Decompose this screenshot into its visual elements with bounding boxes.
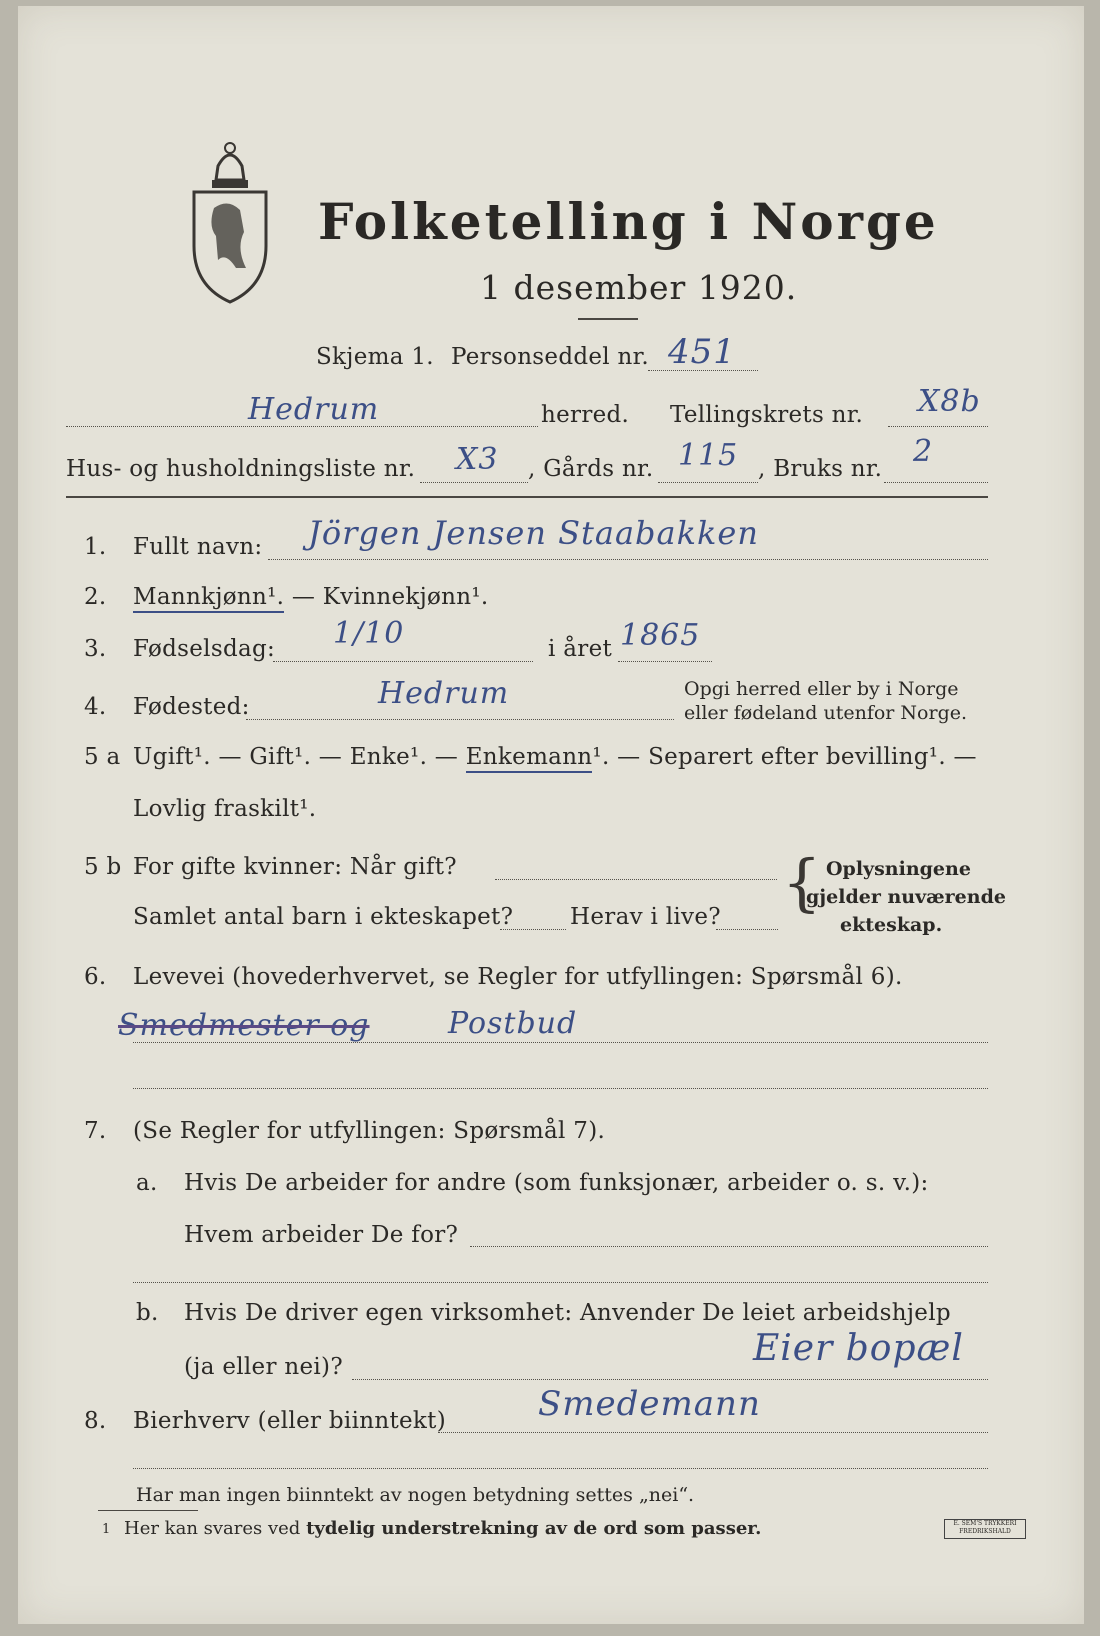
q3-number: 3. [84,636,107,662]
hus-line [420,482,528,483]
q4-note-line2: eller fødeland utenfor Norge. [684,702,968,724]
q7b-text: Hvis De driver egen virksomhet: Anvender De leiet arbeidshjelp [184,1300,951,1326]
footnote-text-start: Her kan svares ved [124,1518,307,1539]
q7a-line2 [133,1282,988,1283]
q8-label: Bierhverv (eller biinntekt) [133,1408,446,1434]
q8-number: 8. [84,1408,107,1434]
footnote-rule [98,1510,198,1511]
q6-line1 [133,1042,988,1043]
q2-male-option: Mannkjønn¹. [133,584,284,613]
q7a-text: Hvis De arbeider for andre (som funksjonær, arbeider o. s. v.): [184,1170,929,1196]
q5b-note-line1: Oplysningene [826,858,971,880]
q7a-letter: a. [136,1170,158,1196]
q7-label: (Se Regler for utfyllingen: Spørsmål 7). [133,1118,606,1144]
q1-line [268,559,988,560]
q5a-line2: Lovlig fraskilt¹. [133,796,317,822]
q5b-note-line3: ekteskap. [840,914,943,936]
q5b-children-line [500,929,566,930]
q3-year-label: i året [548,636,613,662]
q4-number: 4. [84,694,107,720]
printer-stamp: E. SEM'S TRYKKERI FREDRIKSHALD [944,1519,1026,1539]
q4-note-line1: Opgi herred eller by i Norge [684,678,959,700]
herred-label: herred. [541,402,630,428]
q3-value: 1/10 [333,616,405,651]
form-title: Folketelling i Norge [318,192,939,251]
q8-note: Har man ingen biinntekt av nogen betydning settes „nei“. [136,1484,695,1506]
q7-number: 7. [84,1118,107,1144]
footnote-mark: 1 [102,1522,111,1537]
skjema-label: Skjema 1. [316,344,434,370]
q5b-label1: For gifte kvinner: Når gift? [133,854,457,880]
q8-value: Smedemann [538,1384,761,1424]
q5b-note-line2: gjelder nuværende [806,886,1006,908]
q5b-label2: Samlet antal barn i ekteskapet? [133,904,514,930]
q7b-sub: (ja eller nei)? [184,1354,343,1380]
hus-value: X3 [456,442,499,477]
q7a-sub: Hvem arbeider De for? [184,1222,459,1248]
q6-number: 6. [84,964,107,990]
q8-line2 [133,1468,988,1469]
q2-separator: — [284,584,323,610]
herred-value: Hedrum [248,392,380,427]
q6-label: Levevei (hovederhvervet, se Regler for utfyllingen: Spørsmål 6). [133,964,903,990]
q7b-value: Eier bopæl [753,1328,964,1369]
footnote-text [124,1518,761,1539]
gards-value: 115 [678,438,739,473]
q2-options [133,584,489,610]
q6-line2 [133,1088,988,1089]
q5a-number: 5 a [84,744,121,770]
tellingskrets-line [888,426,988,427]
title-divider [578,318,638,320]
q6-value: Postbud [448,1006,578,1041]
hus-label: Hus- og husholdningsliste nr. [66,456,416,482]
gards-label: , Gårds nr. [528,456,654,482]
q8-line1 [438,1432,988,1433]
q5b-married-line [495,879,777,880]
q5b-number: 5 b [84,854,122,880]
q5b-brace: { [782,846,822,919]
q1-number: 1. [84,534,107,560]
q4-value: Hedrum [378,676,510,711]
q4-label: Fødested: [133,694,250,720]
q5a-options [133,744,977,770]
q2-female-option: Kvinnekjønn¹. [322,584,489,610]
bruks-label: , Bruks nr. [758,456,883,482]
q4-line [246,719,674,720]
tellingskrets-label: Tellingskrets nr. [670,402,864,428]
q3-year-line [618,661,712,662]
coat-of-arms-icon [188,136,272,304]
personseddel-value: 451 [668,332,736,372]
bruks-value: 2 [913,434,934,469]
bruks-line [884,482,988,483]
q5a-enkemann-option: Enkemann [466,744,593,773]
q7b-line [352,1379,988,1380]
tellingskrets-value: X8b [918,384,981,419]
q1-label: Fullt navn: [133,534,263,560]
q7a-line1 [470,1246,988,1247]
q1-value: Jörgen Jensen Staabakken [308,514,759,552]
census-date: 1 desember 1920. [480,268,798,307]
q6-struck-value: Smedmester og [118,1008,370,1043]
q5a-options-part2: ¹. — Separert efter bevilling¹. — [592,744,977,770]
q3-line [273,661,533,662]
q5a-options-part1: Ugift¹. — Gift¹. — Enke¹. — [133,744,466,770]
footnote-text-bold: tydelig understrekning av de ord som passer. [306,1518,762,1539]
census-form [18,6,1084,1624]
gards-line [658,482,758,483]
q5b-label3: Herav i live? [570,904,721,930]
personseddel-label: Personseddel nr. [451,344,650,370]
q5b-alive-line [716,929,778,930]
header-rule [66,496,988,498]
q7b-letter: b. [136,1300,159,1326]
q2-number: 2. [84,584,107,610]
q3-year-value: 1865 [620,618,701,653]
q3-label: Fødselsdag: [133,636,276,662]
